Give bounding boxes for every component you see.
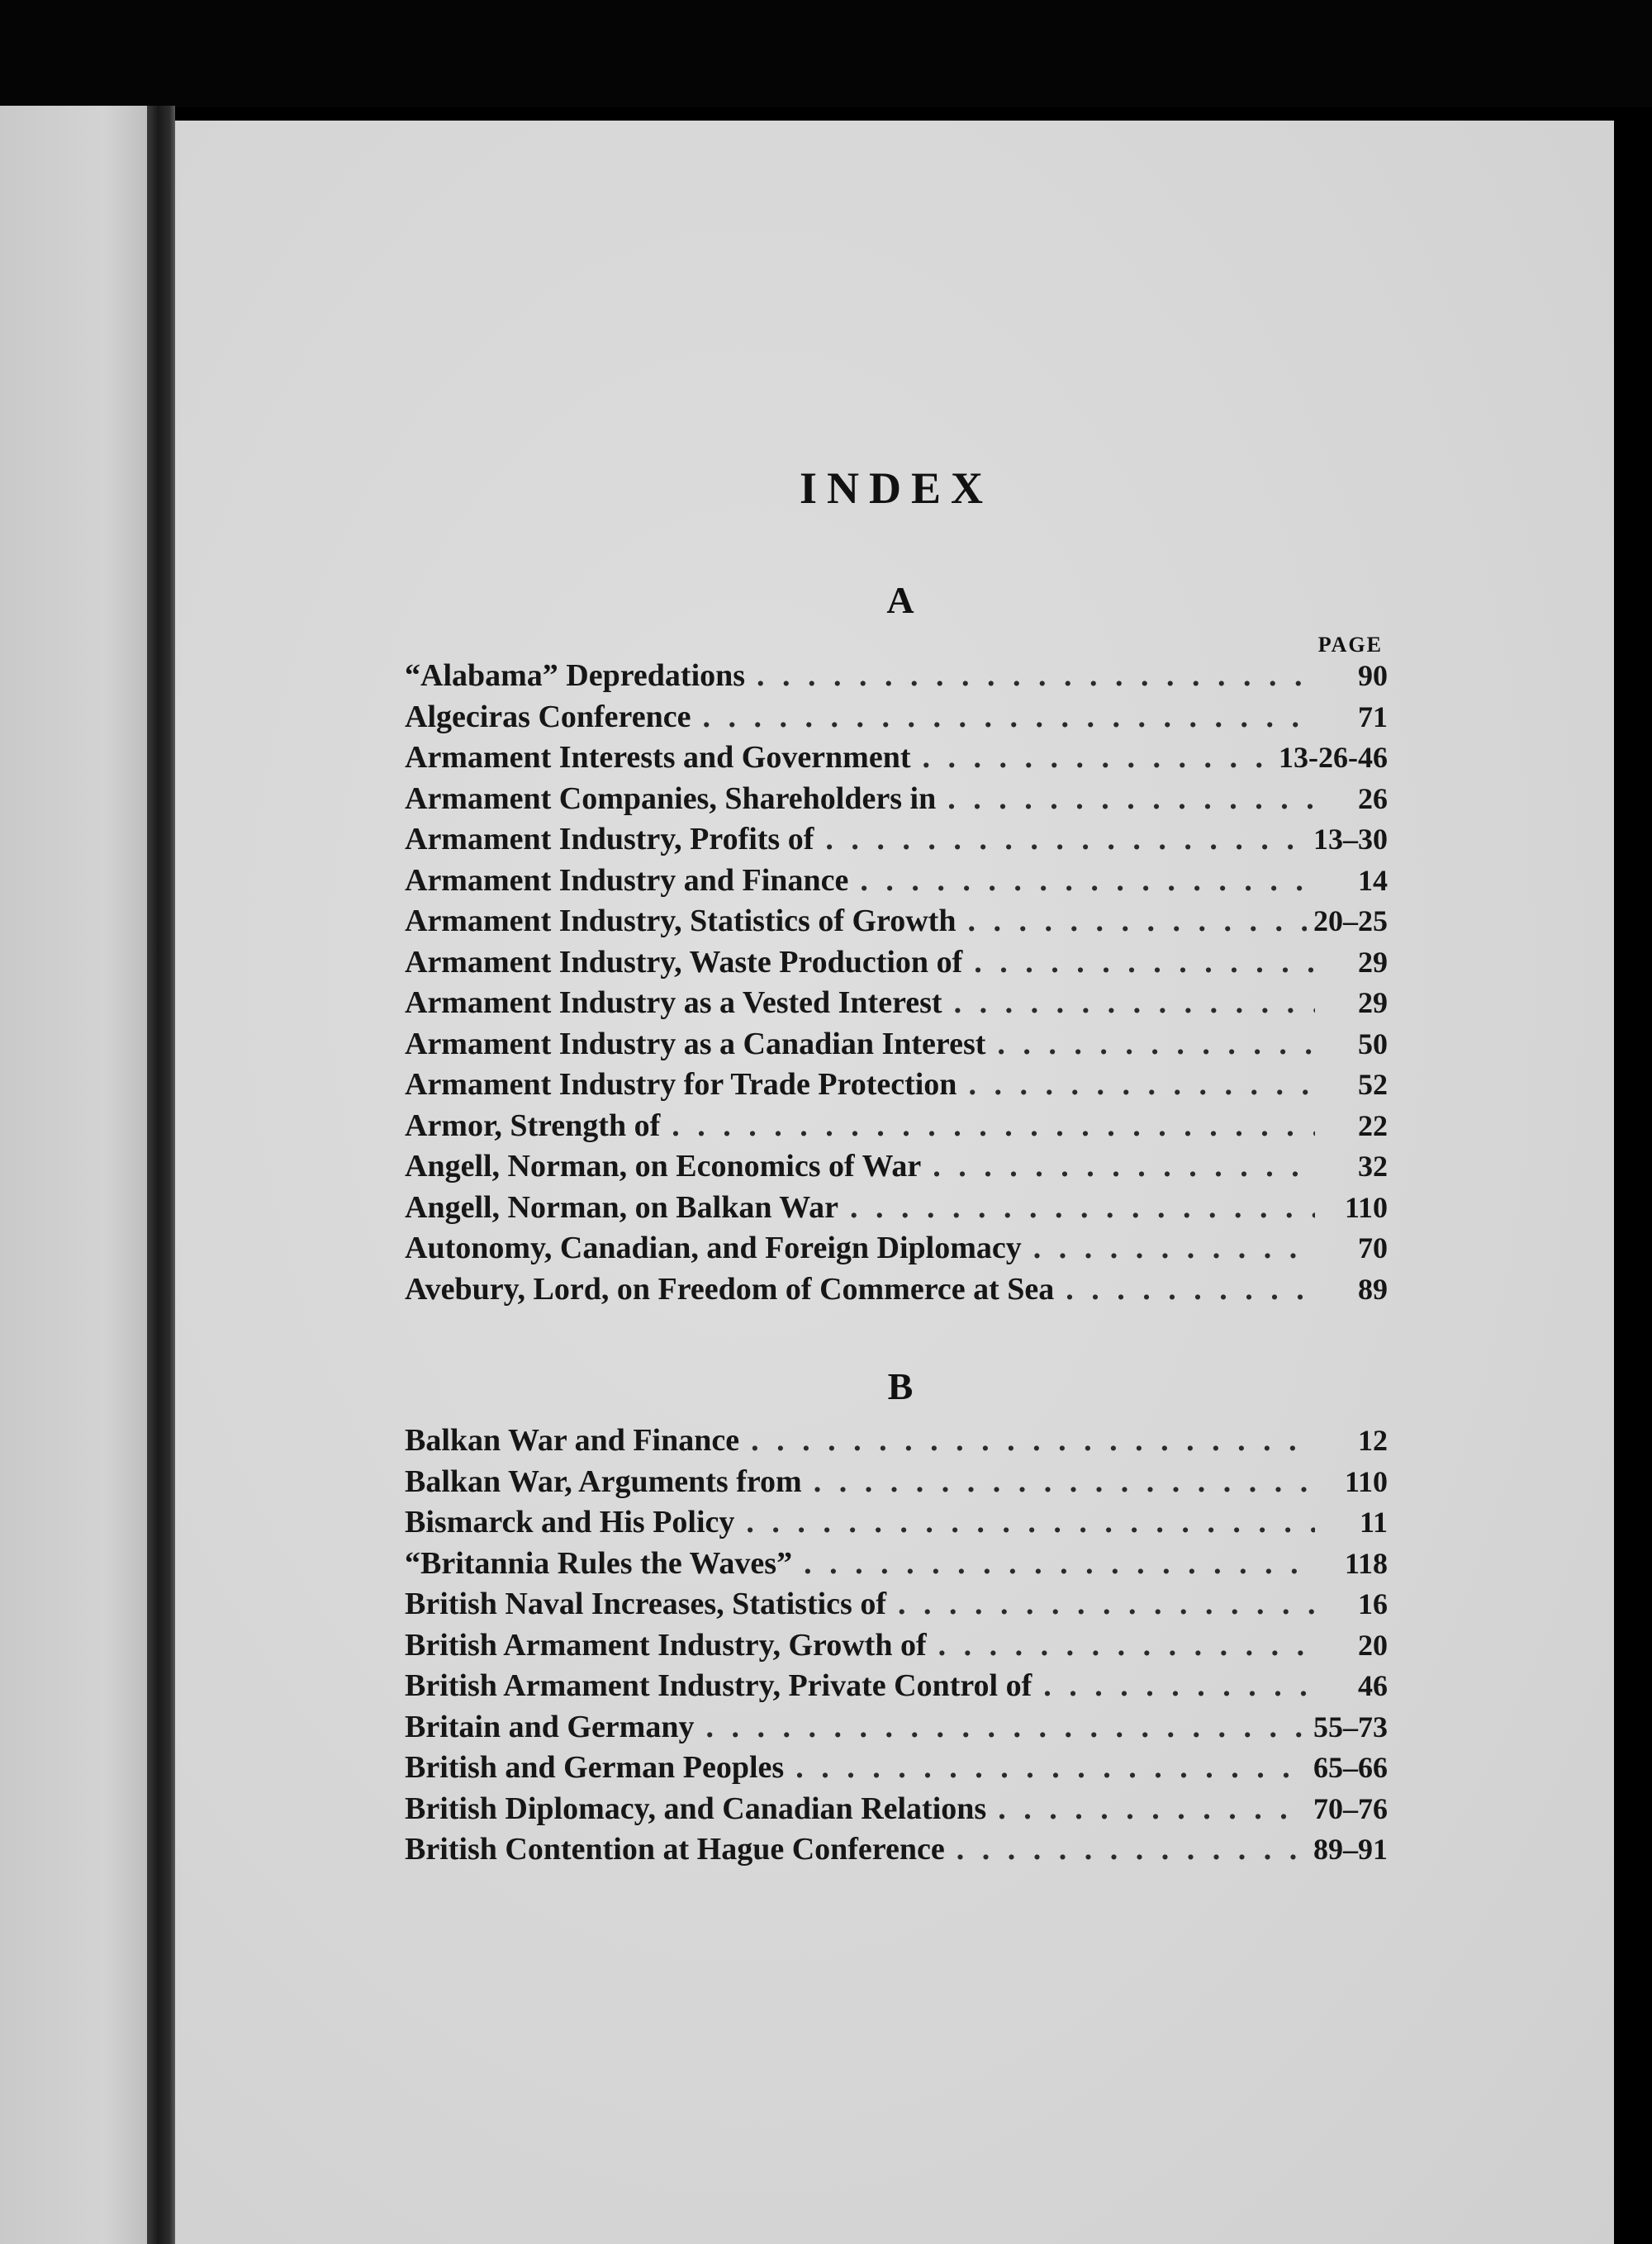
dot-leader (923, 739, 1273, 776)
index-entry-page: 13–30 (1313, 823, 1388, 856)
index-entry-label: Armament Companies, Shareholders in (405, 780, 937, 816)
index-entry-label: Autonomy, Canadian, and Foreign Diplomacy (405, 1231, 1022, 1265)
index-entry-label: British and German Peoples (405, 1750, 785, 1785)
index-entry-page: 29 (1358, 945, 1388, 979)
index-entry-label: Armor, Strength of (405, 1108, 661, 1143)
index-entry-page: 90 (1358, 659, 1388, 692)
dot-leader (968, 1066, 1315, 1103)
dot-leader (702, 699, 1315, 735)
dot-leader (795, 1749, 1307, 1786)
index-entry (405, 780, 1388, 822)
index-entry-page: 14 (1358, 863, 1388, 897)
dot-leader (954, 984, 1315, 1021)
index-entry-page: 32 (1358, 1150, 1388, 1183)
page-column-heading: PAGE (1317, 633, 1383, 657)
index-entry (405, 1422, 1388, 1464)
index-entry (405, 1230, 1388, 1271)
index-entry-page: 16 (1358, 1587, 1388, 1620)
facing-page-edge (0, 106, 147, 2244)
dot-leader (757, 657, 1315, 694)
index-entry-page: 12 (1358, 1424, 1388, 1457)
index-entry (405, 1668, 1388, 1709)
index-entry (405, 657, 1388, 699)
index-entry-label: Armament Industry for Trade Protection (405, 1067, 957, 1102)
dot-leader (746, 1504, 1315, 1540)
index-entry-label: British Armament Industry, Growth of (405, 1627, 927, 1663)
index-entry-label: Balkan War and Finance (405, 1423, 740, 1458)
index-entry-page: 13-26-46 (1279, 741, 1388, 774)
index-entry (405, 1271, 1388, 1312)
dot-leader (997, 1026, 1315, 1062)
dot-leader (947, 780, 1315, 817)
dot-leader (850, 1189, 1315, 1226)
dot-leader (974, 944, 1315, 980)
index-entry (405, 903, 1388, 944)
index-entry-page: 46 (1358, 1669, 1388, 1702)
index-section-a (405, 657, 1388, 1312)
index-entry-page: 22 (1358, 1108, 1388, 1142)
dot-leader (933, 1148, 1315, 1184)
index-entry-label: Bismarck and His Policy (405, 1505, 735, 1539)
index-entry-label: Algeciras Conference (405, 699, 691, 734)
index-entry (405, 1586, 1388, 1627)
dot-leader (967, 903, 1307, 939)
index-entry-page: 26 (1358, 781, 1388, 815)
index-entry-page: 65–66 (1313, 1751, 1388, 1784)
dot-leader (998, 1791, 1307, 1827)
index-entry (405, 1026, 1388, 1067)
index-entry-label: Armament Interests and Government (405, 740, 911, 775)
dot-leader (860, 862, 1315, 899)
index-entry-label: Armament Industry, Statistics of Growth (405, 904, 957, 938)
index-entry (405, 1831, 1388, 1872)
index-entry-label: Armament Industry, Profits of (405, 822, 814, 856)
index-entry (405, 1189, 1388, 1231)
index-entry-page: 20–25 (1313, 904, 1388, 937)
dot-leader (705, 1709, 1307, 1745)
index-entry-page: 55–73 (1313, 1710, 1388, 1743)
index-entry (405, 984, 1388, 1026)
dot-leader (898, 1586, 1315, 1622)
index-entry (405, 1749, 1388, 1791)
index-entry-page: 50 (1358, 1027, 1388, 1060)
scan-top-border (0, 0, 1652, 107)
index-section-b (405, 1422, 1388, 1872)
index-entry (405, 1066, 1388, 1108)
dot-leader (957, 1831, 1307, 1867)
dot-leader (1043, 1668, 1315, 1704)
index-entry-page: 118 (1344, 1546, 1388, 1580)
index-entry-label: Angell, Norman, on Economics of War (405, 1149, 922, 1184)
index-entry-label: Angell, Norman, on Balkan War (405, 1189, 839, 1225)
index-entry (405, 1545, 1388, 1587)
dot-leader (804, 1545, 1315, 1582)
index-entry (405, 1504, 1388, 1545)
index-entry (405, 1709, 1388, 1750)
index-entry-label: Armament Industry as a Vested Interest (405, 985, 942, 1020)
index-entry-label: Armament Industry, Waste Production of (405, 944, 963, 980)
index-entry-page: 70 (1358, 1231, 1388, 1264)
index-entry-label: British Contention at Hague Conference (405, 1832, 945, 1867)
index-entry (405, 862, 1388, 904)
section-letter-b: B (887, 1365, 914, 1407)
index-entry-label: “Alabama” Depredations (405, 658, 746, 693)
scan-right-border (1614, 107, 1652, 2244)
index-entry-label: “Britannia Rules the Waves” (405, 1545, 793, 1581)
index-entry (405, 944, 1388, 985)
index-entry (405, 739, 1388, 780)
index-entry (405, 1627, 1388, 1668)
page-title: INDEX (799, 463, 994, 513)
index-entry-label: British Armament Industry, Private Control of (405, 1668, 1032, 1703)
index-entry-label: British Naval Increases, Statistics of (405, 1587, 886, 1621)
index-entry-page: 110 (1344, 1190, 1388, 1224)
index-entry-page: 89–91 (1313, 1833, 1388, 1866)
index-entry-page: 52 (1358, 1068, 1388, 1101)
dot-leader (814, 1464, 1315, 1500)
index-entry-page: 89 (1358, 1272, 1388, 1306)
index-entry (405, 1791, 1388, 1832)
book-spine (147, 106, 175, 2244)
dot-leader (938, 1627, 1315, 1663)
index-entry-label: Armament Industry and Finance (405, 862, 849, 898)
index-entry-label: British Diplomacy, and Canadian Relations (405, 1791, 987, 1826)
index-entry-label: Britain and Germany (405, 1709, 695, 1744)
dot-leader (825, 821, 1307, 857)
index-entry-label: Armament Industry as a Canadian Interest (405, 1026, 986, 1061)
index-entry-page: 70–76 (1313, 1791, 1388, 1825)
index-entry (405, 699, 1388, 740)
dot-leader (1066, 1271, 1315, 1307)
section-letter-a: A (886, 579, 914, 621)
dot-leader (672, 1108, 1315, 1144)
index-entry-page: 11 (1359, 1506, 1388, 1539)
index-entry (405, 1148, 1388, 1189)
index-entry (405, 1108, 1388, 1149)
index-entry (405, 821, 1388, 862)
index-entry (405, 1464, 1388, 1505)
index-entry-page: 71 (1358, 700, 1388, 733)
dot-leader (751, 1422, 1315, 1459)
index-entry-page: 20 (1358, 1628, 1388, 1662)
dot-leader (1033, 1230, 1315, 1266)
index-entry-label: Avebury, Lord, on Freedom of Commerce at Sea (405, 1271, 1055, 1307)
index-entry-label: Balkan War, Arguments from (405, 1464, 802, 1499)
index-entry-page: 110 (1344, 1464, 1388, 1498)
index-entry-page: 29 (1358, 986, 1388, 1019)
